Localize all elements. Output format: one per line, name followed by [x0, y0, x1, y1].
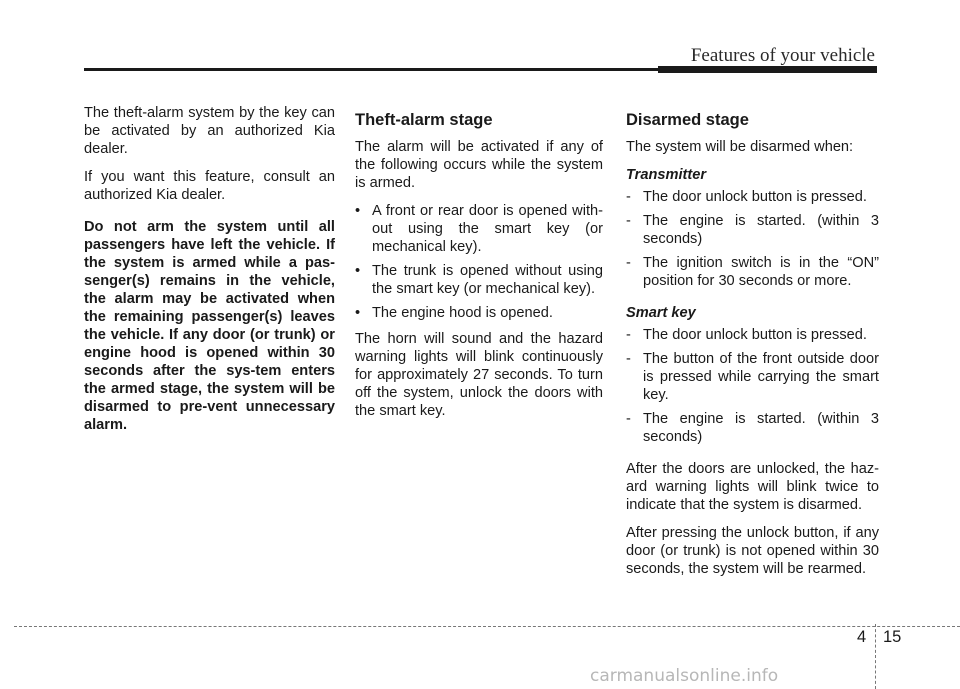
subheading-smart-key: Smart key	[626, 305, 696, 321]
paragraph-consult-dealer: If you want this feature, consult an authorized Kia dealer.	[84, 169, 335, 203]
list-item	[626, 188, 879, 206]
dash-marker: -	[626, 327, 631, 343]
dash-marker: -	[626, 411, 631, 427]
list-item	[626, 254, 879, 290]
paragraph-rearm: After pressing the unlock button, if any door (or trunk) is not opened within 30 seconds, the system will be rearmed.	[626, 525, 879, 577]
subheading-transmitter: Transmitter	[626, 167, 707, 183]
dash-marker: -	[626, 255, 631, 271]
paragraph-disarm-intro: The system will be disarmed when:	[626, 139, 854, 155]
footer-rule	[14, 626, 960, 627]
list-item	[626, 326, 879, 344]
list-item-text: The door unlock button is pressed.	[643, 327, 867, 343]
column-middle	[355, 104, 603, 430]
column-right	[626, 104, 879, 588]
dash-marker: -	[626, 213, 631, 229]
alarm-trigger-list	[355, 202, 603, 322]
list-item-text: The engine hood is opened.	[372, 305, 553, 321]
smart-key-list	[626, 326, 879, 446]
footer-separator	[875, 624, 876, 689]
list-item	[355, 304, 603, 322]
watermark-text: carmanualsonline.info	[590, 666, 779, 686]
column-left	[84, 104, 335, 444]
heading-disarmed-stage: Disarmed stage	[626, 111, 749, 129]
bullet-marker: •	[355, 263, 361, 279]
list-item-text: The button of the front outside door is pressed while carrying the smart key.	[643, 351, 879, 403]
paragraph-activation: The theft-alarm system by the key can be activated by an authorized Kia dealer.	[84, 105, 335, 157]
list-item	[355, 262, 603, 298]
dash-marker: -	[626, 189, 631, 205]
list-item-text: A front or rear door is opened with-out using the smart key (or mechanical key).	[372, 203, 603, 255]
list-item-text: The door unlock button is pressed.	[643, 189, 867, 205]
heading-theft-alarm-stage: Theft-alarm stage	[355, 111, 493, 129]
bullet-marker: •	[355, 305, 361, 321]
paragraph-hazard-blink: After the doors are unlocked, the haz-ard warning lights will blink twice to indicate that the system is disarmed.	[626, 461, 879, 513]
section-header-title: Features of your vehicle	[690, 45, 875, 66]
transmitter-list	[626, 188, 879, 290]
list-item-text: The trunk is opened without using the smart key (or mechanical key).	[372, 263, 603, 297]
paragraph-alarm-intro: The alarm will be activated if any of the following occurs while the system is armed.	[355, 139, 603, 191]
bullet-marker: •	[355, 203, 361, 219]
chapter-number: 4	[857, 628, 867, 646]
list-item-text: The engine is started. (within 3 seconds)	[643, 213, 879, 247]
page-number: 15	[883, 628, 902, 646]
dash-marker: -	[626, 351, 631, 367]
list-item	[355, 202, 603, 256]
paragraph-horn: The horn will sound and the hazard warning lights will blink continuously for approximately 27 seconds. To turn off the system, unlock the doors with the smart key.	[355, 331, 603, 419]
list-item-text: The ignition switch is in the “ON” position for 30 seconds or more.	[643, 255, 879, 289]
list-item	[626, 410, 879, 446]
warning-paragraph: Do not arm the system until all passengers have left the vehicle. If the system is armed while a pas-senger(s) remains in the vehicle, the alarm may be activated when the remaining passenger(s) leaves the vehicle. If any door (or trunk) or engine hood is opened within 30 seconds after the sys-tem enters the armed stage, the system will be disarmed to pre-vent unnecessary alarm.	[84, 219, 335, 433]
list-item	[626, 212, 879, 248]
header-rule-accent	[658, 66, 877, 73]
list-item-text: The engine is started. (within 3 seconds)	[643, 411, 879, 445]
list-item	[626, 350, 879, 404]
